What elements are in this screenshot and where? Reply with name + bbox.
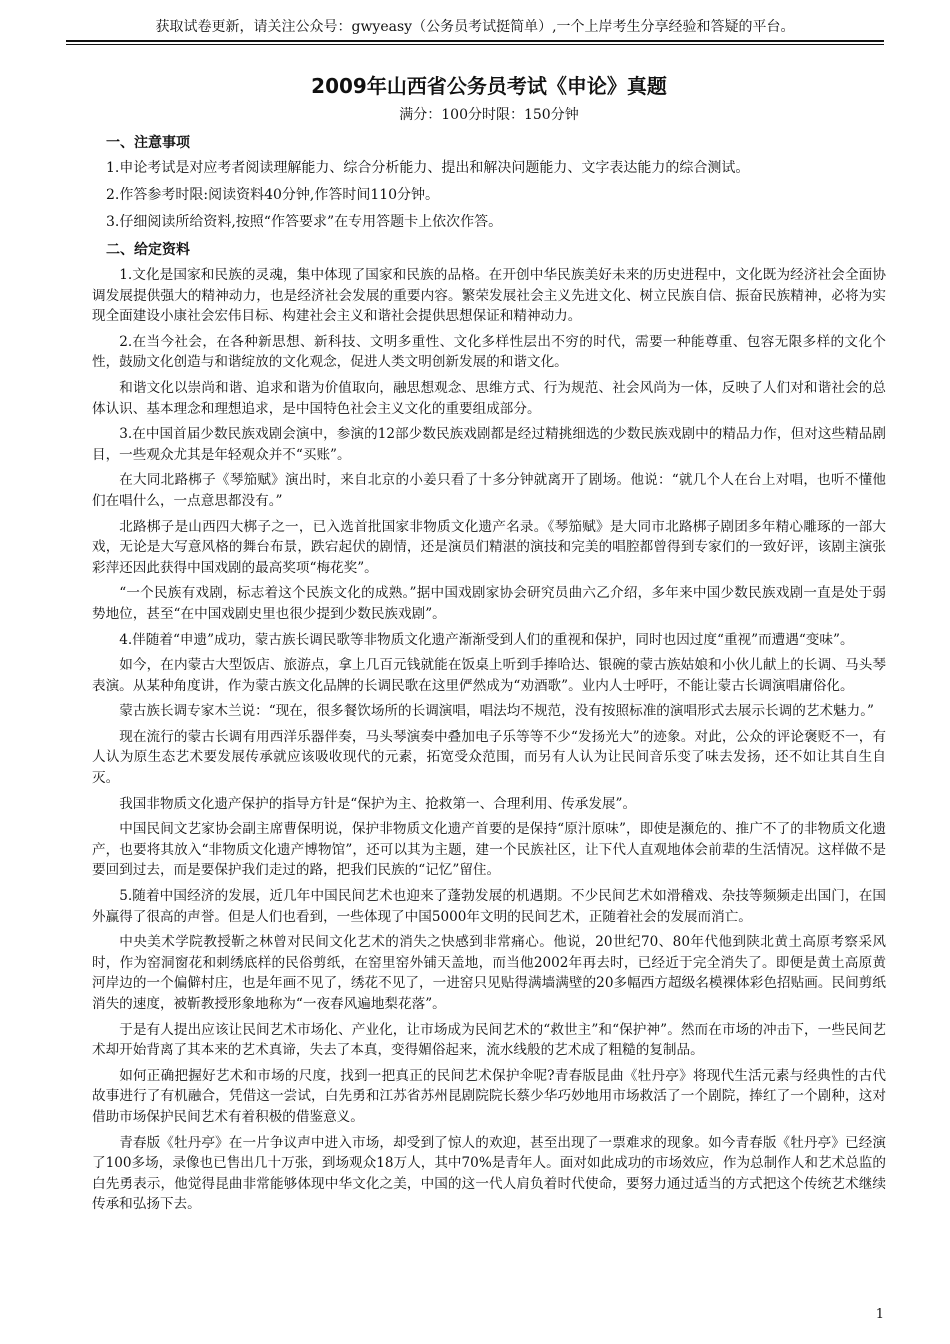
material-paragraph: 如何正确把握好艺术和市场的尺度，找到一把真正的民间艺术保护伞呢?青春版昆曲《牡丹亭》将现代生活元素与经典性的古代故事进行了有机融合，凭借这一尝试，白先勇和江苏省苏州昆剧院院长蔡少华巧妙地用市场救活了一个剧院，捧红了一个剧种，这对借助市场保护民间艺术有着积极的借鉴意义。: [92, 1067, 886, 1125]
material-paragraph: 于是有人提出应该让民间艺术市场化、产业化，让市场成为民间艺术的“救世主”和“保护神”。然而在市场的冲击下，一些民间艺术却开始背离了其本来的艺术真谛，失去了本真，变得媚俗起来，流水线般的艺术成了粗糙的复制品。: [92, 1021, 886, 1059]
material-paragraph: 5.随着中国经济的发展，近几年中国民间艺术也迎来了蓬勃发展的机遇期。不少民间艺术如滑稽戏、杂技等频频走出国门，在国外赢得了很高的声誉。但是人们也看到，一些体现了中国5000年文明的民间艺术，正随着社会的发展而消亡。: [92, 888, 886, 925]
section-heading-materials: 二、给定资料: [106, 242, 190, 258]
note-item: 1.申论考试是对应考者阅读理解能力、综合分析能力、提出和解决问题能力、文字表达能力的综合测试。: [106, 160, 750, 176]
header-rule: [66, 40, 884, 42]
page-number: 1: [875, 1307, 884, 1322]
material-paragraph: 在大同北路梆子《琴笳赋》演出时，来自北京的小姜只看了十多分钟就离开了剧场。他说：“就几个人在台上对唱，也听不懂他们在唱什么，一点意思都没有。”: [92, 472, 886, 509]
material-paragraph: 现在流行的蒙古长调有用西洋乐器伴奏，马头琴演奏中叠加电子乐等等不少“发扬光大”的迹象。对此，公众的评论褒贬不一，有人认为原生态艺术要发展传承就应该吸收现代的元素，拓宽受众范围，而另有人认为让民间音乐变了味去发扬，还不如让其自生自灭。: [92, 728, 886, 787]
material-paragraph: 2.在当今社会，在各种新思想、新科技、文明多重性、文化多样性层出不穷的时代，需要一种能尊重、包容无限多样的文化个性，鼓励文化创造与和谐绽放的文化观念，促进人类文明创新发展的和谐文化。: [92, 333, 886, 371]
material-paragraph: 和谐文化以崇尚和谐、追求和谐为价值取向，融思想观念、思维方式、行为规范、社会风尚为一体，反映了人们对和谐社会的总体认识、基本理念和理想追求，是中国特色社会主义文化的重要组成部分。: [92, 379, 886, 417]
document-subtitle: 满分：100分时限：150分钟: [399, 107, 579, 123]
material-paragraph: 中国民间文艺家协会副主席曹保明说，保护非物质文化遗产首要的是保持“原汁原味”，即使是濒危的、推广不了的非物质文化遗产，也要将其放入“非物质文化遗产博物馆”，还可以其为主题，建一个民族社区，让下代人直观地体会前辈的生活情况。这样做不是要回到过去，而是要保护我们走过的路，把我们民族的“记忆”留住。: [92, 821, 886, 879]
material-paragraph: 3.在中国首届少数民族戏剧会演中，参演的12部少数民族戏剧都是经过精挑细选的少数民族戏剧中的精品力作，但对这些精品剧目，一些观众尤其是年轻观众并不“买账”。: [92, 426, 886, 463]
section-heading-notes: 一、注意事项: [106, 135, 190, 151]
material-paragraph: 青春版《牡丹亭》在一片争议声中进入市场，却受到了惊人的欢迎，甚至出现了一票难求的现象。如今青春版《牡丹亭》已经演了100多场，录像也已售出几十万张，到场观众18万人，其中70%是青年人。面对如此成功的市场效应，作为总制作人和艺术总监的白先勇表示，他觉得昆曲非常能够体现中华文化之美，中国的这一代人肩负着时代使命，要努力通过适当的方式把这个传统艺术继续传承和弘扬下去。: [92, 1134, 886, 1213]
material-paragraph: 如今，在内蒙古大型饭店、旅游点，拿上几百元钱就能在饭桌上听到手捧哈达、银碗的蒙古族姑娘和小伙儿献上的长调、马头琴表演。从某种角度讲，作为蒙古族文化品牌的长调民歌在这里俨然成为“劝酒歌”。业内人士呼吁，不能让蒙古长调演唱庸俗化。: [92, 657, 886, 694]
document-body: [92, 62, 886, 1220]
material-paragraph: “一个民族有戏剧，标志着这个民族文化的成熟。”据中国戏剧家协会研究员曲六乙介绍，多年来中国少数民族戏剧一直是处于弱势地位，甚至“在中国戏剧史里也很少提到少数民族戏剧”。: [92, 585, 886, 622]
material-paragraph: 我国非物质文化遗产保护的指导方针是“保护为主、抢救第一、合理利用、传承发展”。: [119, 795, 637, 812]
document-title: 2009年山西省公务员考试《申论》真题: [311, 74, 667, 98]
material-paragraph: 1.文化是国家和民族的灵魂，集中体现了国家和民族的品格。在开创中华民族美好未来的历史进程中，文化既为经济社会全面协调发展提供强大的精神动力，也是经济社会发展的重要内容。繁荣发展社会主义先进文化、树立民族自信、振奋民族精神，必将为实现全面建设小康社会宏伟目标、构建社会主义和谐社会提供思想保证和精神动力。: [92, 267, 886, 325]
header-note: 获取试卷更新，请关注公众号：gwyeasy（公务员考试挺简单）,一个上岸考生分享经验和答疑的平台。: [155, 19, 795, 35]
material-paragraph: 中央美术学院教授靳之林曾对民间文化艺术的消失之快感到非常痛心。他说，20世纪70、80年代他到陕北黄土高原考察采风时，作为窑洞窗花和刺绣底样的民俗剪纸，在窑里窑外铺天盖地，而当他2002年再去时，已经近于完全消失了。即便是黄土高原黄河岸边的一个偏僻村庄，也是年画不见了，绣花不见了，一进窑只见贴得满墙满壁的20多幅西方超级名模裸体彩色招贴画。民间剪纸消失的速度，被靳教授形象地称为“一夜春风遍地梨花落”。: [92, 934, 886, 1012]
material-paragraph: 4.伴随着“申遗”成功，蒙古族长调民歌等非物质文化遗产渐渐受到人们的重视和保护，同时也因过度“重视”而遭遇“变味”。: [119, 631, 854, 648]
header-rule-thin: [66, 44, 884, 45]
note-item: 3.仔细阅读所给资料,按照“作答要求”在专用答题卡上依次作答。: [106, 214, 503, 230]
material-paragraph: 蒙古族长调专家木兰说：“现在，很多餐饮场所的长调演唱，唱法均不规范，没有按照标准的演唱形式去展示长调的艺术魅力。”: [119, 703, 874, 720]
material-paragraph: 北路梆子是山西四大梆子之一，已入选首批国家非物质文化遗产名录。《琴笳赋》是大同市北路梆子剧团多年精心雕琢的一部大戏，无论是大写意风格的舞台布景，跌宕起伏的剧情，还是演员们精湛的演技和完美的唱腔都曾得到专家们的一致好评，该剧主演张彩萍还因此获得中国戏剧的最高奖项“梅花奖”。: [92, 518, 886, 576]
note-item: 2.作答参考时限:阅读资料40分钟,作答时间110分钟。: [106, 187, 440, 203]
